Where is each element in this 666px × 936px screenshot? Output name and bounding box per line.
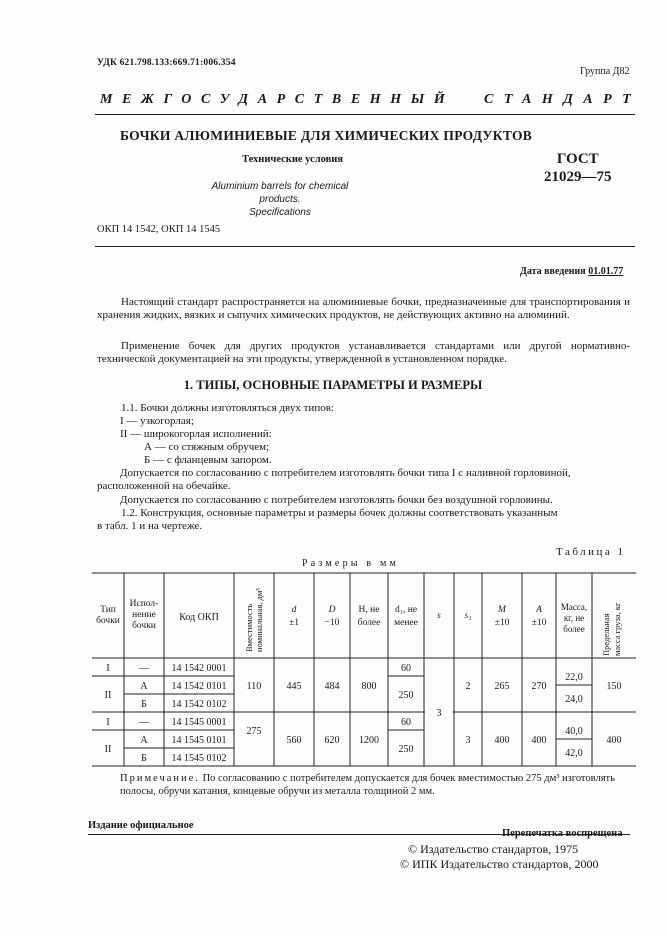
th-variant-3: бочки — [132, 621, 156, 631]
g2-d1-a: 60 — [401, 717, 411, 728]
th-load-2: масса груза, кг — [612, 602, 622, 656]
th-M-tol: ±10 — [494, 618, 510, 628]
g2-s1: 3 — [465, 735, 471, 746]
g1-A: 270 — [531, 681, 547, 692]
variant-a: А — со стяжным обручем; — [144, 441, 270, 453]
table-label: Таблица 1 — [556, 546, 626, 558]
okp-codes: ОКП 14 1542, ОКП 14 1545 — [97, 224, 221, 235]
gost-label: ГОСТ — [556, 151, 599, 167]
allowance-1-cont: расположенной на обечайке. — [97, 480, 231, 492]
th-M: M — [498, 605, 506, 615]
table-1 — [92, 572, 638, 773]
th-H: H, не — [358, 605, 380, 615]
note-label: Примечание. — [120, 773, 200, 784]
allowance-2: Допускается по согласованию с потребителем изготовлять бочки без воздушной горловины. — [120, 494, 553, 506]
row4-variant: — — [139, 717, 149, 728]
standard-type-word2: СТАНДАРТ — [484, 92, 642, 107]
reprint-prohibited: Перепечатка воспрещена — [502, 828, 623, 839]
th-capacity-2: номинальная, дм³ — [254, 588, 264, 652]
th-mass-3: более — [563, 624, 585, 634]
th-load-1: Предельная — [601, 613, 611, 656]
th-H-2: более — [357, 618, 381, 628]
row1-okp: 14 1542 0001 — [171, 663, 227, 674]
english-title-line2: Specifications — [249, 207, 311, 218]
type-ii: II — широкогорлая исполнений: — [120, 428, 272, 440]
intro-paragraph-2: Применение бочек для других продуктов устанавливается стандартами или другой нормативно-технической документацией на эти продукты, утвержденной в установленном порядке. — [97, 340, 630, 365]
note-text: По согласованию с потребителем допускается для бочек вместимостью 275 дм³ изготовлять полосы, обручи катания, концевые обручи из металла толщиной 2 мм. — [120, 773, 615, 797]
th-d1-2: менее — [394, 618, 418, 628]
g1-mass-b: 24,0 — [565, 694, 583, 705]
g2-load: 400 — [606, 735, 622, 746]
g1-D: 484 — [324, 681, 340, 692]
th-okp: Код ОКП — [179, 612, 219, 623]
th-d1: d₁, не — [394, 605, 418, 615]
document-subtitle: Технические условия — [242, 154, 344, 165]
table-note — [120, 772, 630, 798]
g1-capacity: 110 — [246, 681, 262, 692]
variant-b: Б — с фланцевым запором. — [144, 454, 272, 466]
effective-date-label: Дата введения — [520, 266, 586, 277]
row4-okp: 14 1545 0001 — [171, 717, 227, 728]
row1-variant: — — [139, 663, 149, 674]
g1-H: 800 — [361, 681, 377, 692]
copyright-1975: © Издательство стандартов, 1975 — [408, 842, 579, 856]
title-rule — [95, 246, 635, 247]
row5-okp: 14 1545 0101 — [171, 735, 227, 746]
row5-variant: А — [140, 735, 148, 746]
table-1-grid — [92, 572, 638, 768]
th-variant-2: нение — [132, 610, 156, 620]
english-title — [190, 180, 370, 219]
allowance-1: Допускается по согласованию с потребителем изготовлять бочки типа I с наливной горловиной, — [120, 467, 571, 479]
row2-okp: 14 1542 0101 — [171, 681, 227, 692]
row6-okp: 14 1545 0102 — [171, 753, 227, 764]
g1-M: 265 — [494, 681, 510, 692]
g2-mass-a: 40,0 — [565, 726, 583, 737]
effective-date — [520, 266, 623, 277]
s-value: 3 — [436, 708, 442, 719]
type-i: I — узкогорлая; — [120, 415, 194, 427]
udk-code: УДК 621.798.133:669.71:006.354 — [97, 58, 236, 68]
th-d: d — [291, 605, 297, 615]
english-title-line1: Aluminium barrels for chemical products. — [211, 181, 349, 205]
row2-type: II — [104, 690, 112, 701]
official-edition: Издание официальное — [88, 820, 194, 831]
g2-M: 400 — [494, 735, 510, 746]
clause-1-2-cont: в табл. 1 и на чертеже. — [97, 520, 203, 532]
th-mass-1: Масса, — [560, 602, 588, 612]
th-type-1: Тип — [100, 605, 116, 615]
header-rule — [95, 114, 635, 115]
effective-date-value: 01.01.77 — [588, 266, 624, 277]
th-variant-1: Испол- — [129, 599, 159, 609]
clause-1-1: 1.1. Бочки должны изготовляться двух типов: — [121, 402, 334, 414]
g2-H: 1200 — [359, 735, 379, 746]
intro-paragraph-1: Настоящий стандарт распространяется на алюминиевые бочки, предназначенные для транспортирования и хранения жидких, вязких и сыпучих химических продуктов, не действующих активно на алюминий. — [97, 296, 630, 321]
g1-s1: 2 — [465, 681, 471, 692]
g2-D: 620 — [324, 735, 340, 746]
section-1-heading: 1. ТИПЫ, ОСНОВНЫЕ ПАРАМЕТРЫ И РАЗМЕРЫ — [183, 378, 483, 392]
copyright-2000: © ИПК Издательство стандартов, 2000 — [400, 857, 599, 871]
table-caption: Размеры в мм — [302, 558, 400, 569]
th-mass-2: кг, не — [563, 613, 585, 623]
row5-type: II — [104, 744, 112, 755]
row6-variant: Б — [141, 753, 147, 764]
group-code: Группа Д82 — [580, 66, 630, 77]
clause-1-2: 1.2. Конструкция, основные параметры и размеры бочек должны соответствовать указанным — [121, 507, 558, 519]
g1-d: 445 — [286, 681, 302, 692]
th-capacity-1: Вместимость — [244, 603, 254, 652]
row4-type: I — [106, 717, 110, 728]
row3-variant: Б — [141, 699, 147, 710]
th-type-2: бочки — [96, 616, 120, 626]
th-d-tol: ±1 — [289, 618, 299, 628]
g2-d: 560 — [286, 735, 302, 746]
document-title: БОЧКИ АЛЮМИНИЕВЫЕ ДЛЯ ХИМИЧЕСКИХ ПРОДУКТОВ — [120, 128, 533, 143]
th-A-tol: ±10 — [531, 618, 547, 628]
gost-number: 21029—75 — [544, 169, 612, 185]
standard-type-word1: МЕЖГОСУДАРСТВЕННЫЙ — [100, 92, 455, 107]
g1-load: 150 — [606, 681, 622, 692]
g2-d1-b: 250 — [398, 744, 414, 755]
row1-type: I — [106, 663, 110, 674]
g1-mass-a: 22,0 — [565, 672, 583, 683]
g1-d1-b: 250 — [398, 690, 414, 701]
gost-designation — [544, 150, 612, 186]
th-A: A — [536, 605, 542, 615]
row2-variant: А — [140, 681, 148, 692]
g2-capacity: 275 — [246, 726, 262, 737]
row3-okp: 14 1542 0102 — [171, 699, 227, 710]
g2-A: 400 — [531, 735, 547, 746]
g1-d1-a: 60 — [401, 663, 411, 674]
th-D-tol: −10 — [324, 618, 340, 628]
th-s1: s₁ — [464, 611, 472, 621]
th-s: s — [437, 611, 441, 621]
th-D: D — [328, 605, 336, 615]
g2-mass-b: 42,0 — [565, 748, 583, 759]
